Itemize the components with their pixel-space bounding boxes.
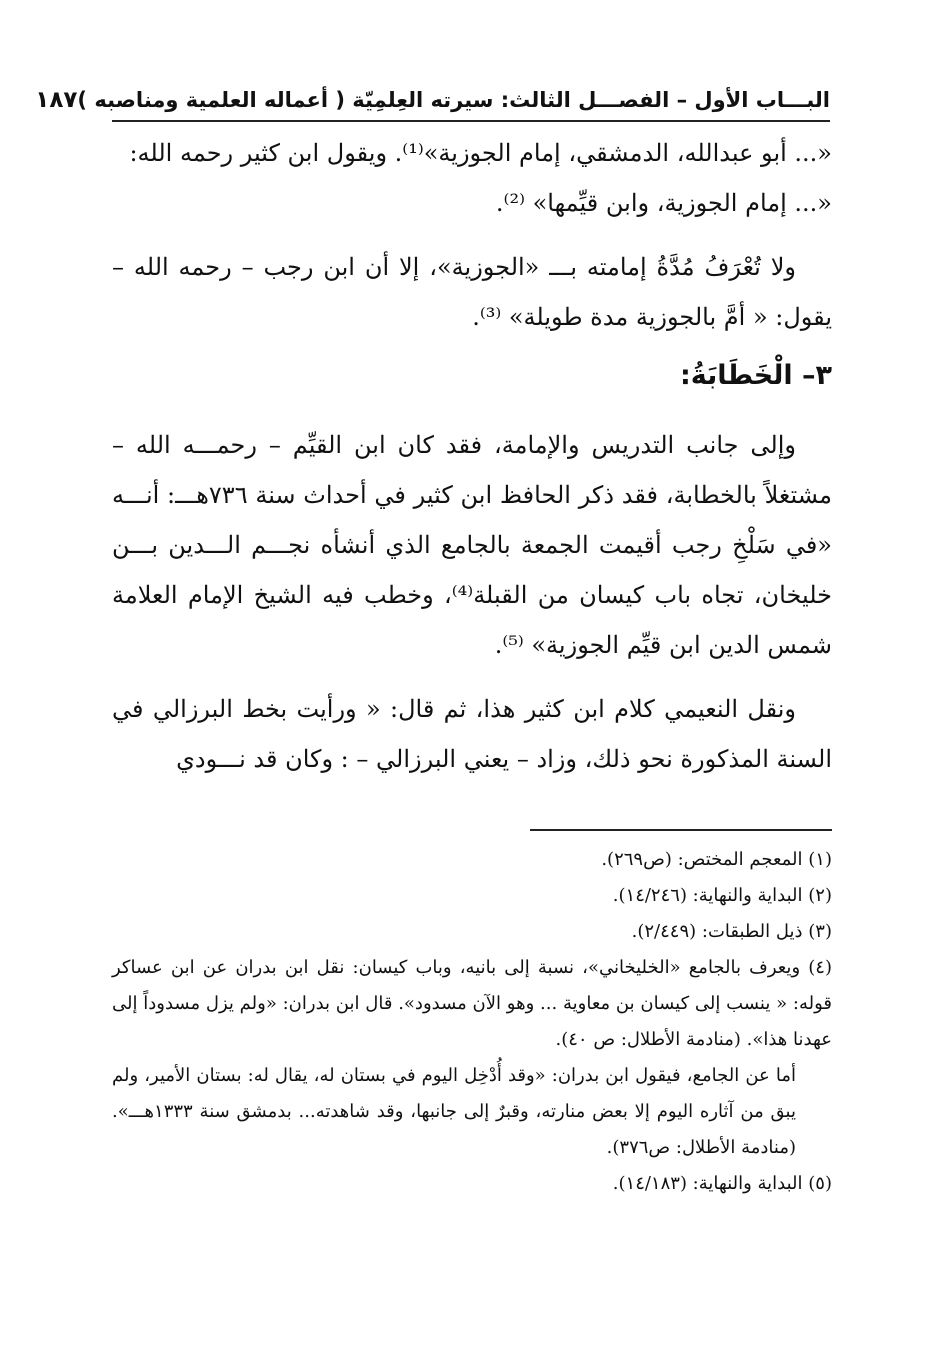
paragraph-4: ونقل النعيمي كلام ابن كثير هذا، ثم قال: « ورأيت بخط البرزالي في السنة المذكورة نحو ذلك، وزاد – يعني البرزالي – : وكان قد نـــودي — [112, 695, 832, 773]
footnote-divider — [530, 829, 832, 831]
paragraph-3: وإلى جانب التدريس والإمامة، فقد كان ابن القيِّم – رحمـــه الله – مشتغلاً بالخطابة، فقد ذكر الحافظ ابن كثير في أحداث سنة ٧٣٦هـــ: أنـــه «في سَلْخِ رجب أقيمت الجمعة بالجامع الذي أنشأه نجـــم الـــدين بـــن خليخان، تجاه باب كيسان من القبلة⁽⁴⁾، وخطب فيه الشيخ الإمام العلامة شمس الدين ابن قيِّم الجوزية» ⁽⁵⁾. — [112, 431, 833, 659]
footnote-4: (٤) ويعرف بالجامع «الخليخاني»، نسبة إلى بانيه، وباب كيسان: نقل ابن بدران عن ابن عساكر قوله: « ينسب إلى كيسان بن معاوية ... وهو الآن مسدود». قال ابن بدران: «ولم يزل مسدوداً إلى عهدنا هذا». (منادمة الأطلال: ص ٤٠). — [112, 957, 832, 1050]
paragraph-1-line-2: «... إمام الجوزية، وابن قيِّمها» ⁽²⁾. — [495, 189, 832, 217]
footnote-4-continued: أما عن الجامع، فيقول ابن بدران: «وقد أُدْخِل اليوم في بستان له، يقال له: بستان الأمير، ولم يبق من آثاره اليوم إلا بعض منارته، وقبرٌ إلى جانبها، وقد شاهدته... بدمشق سنة ١٣٣٣هـــ». (منادمة الأطلال: ص٣٧٦). — [112, 1065, 797, 1158]
footnote-1: (١) المعجم المختص: (ص٢٦٩). — [601, 849, 832, 870]
paragraph-gap — [112, 670, 832, 684]
main-text — [112, 128, 832, 784]
chapter-title: البـــاب الأول – الفصـــل الثالث: سيرته العِلمِيّة ( أعماله العلمية ومناصبه ) — [77, 88, 830, 112]
footnotes — [112, 842, 832, 1202]
footnote-2: (٢) البداية والنهاية: (١٤/٢٤٦). — [612, 885, 832, 906]
paragraph-gap — [112, 228, 832, 242]
footnote-5: (٥) البداية والنهاية: (١٤/١٨٣). — [612, 1173, 832, 1194]
paragraph-2: ولا تُعْرَفُ مُدَّةُ إمامته بـــ «الجوزية»، إلا أن ابن رجب – رحمه الله – يقول: « أمَّ بالجوزية مدة طويلة» ⁽³⁾. — [112, 253, 832, 331]
section-heading: ٣– الْخَطَابَةُ: — [680, 360, 832, 391]
page-number: ١٨٧ — [35, 87, 78, 113]
paragraph-1-line-1: «... أبو عبدالله، الدمشقي، إمام الجوزية»⁽¹⁾. ويقول ابن كثير رحمه الله: — [129, 139, 832, 167]
running-header — [35, 80, 830, 122]
footnote-3: (٣) ذيل الطبقات: (٢/٤٤٩). — [631, 921, 832, 942]
